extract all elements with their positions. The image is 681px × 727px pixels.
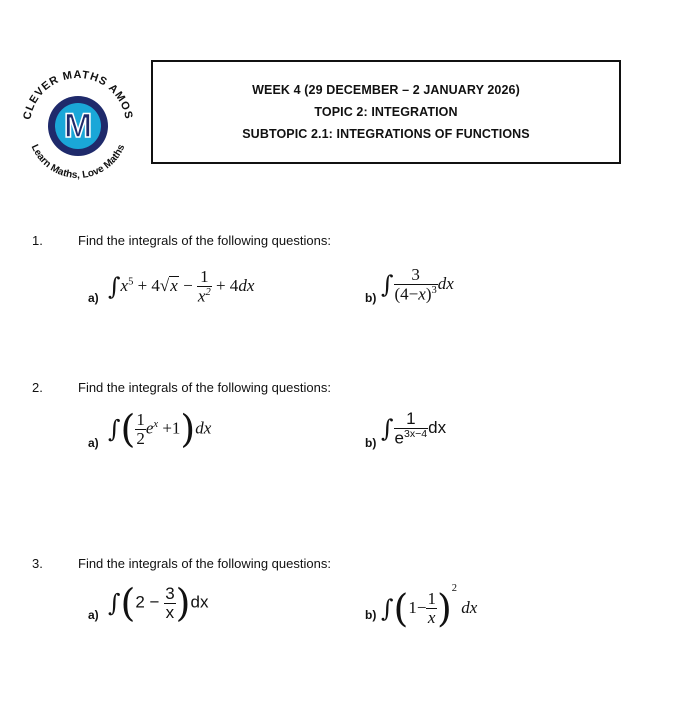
part-label: b): [365, 291, 377, 305]
question-prompt: Find the integrals of the following questions:: [78, 380, 331, 395]
math-expression-2a: ∫( $\frac{1}{2}$ $e^x +1)dx$: [108, 407, 212, 451]
header-subtopic: SUBTOPIC 2.1: INTEGRATIONS OF FUNCTIONS: [242, 127, 530, 141]
math-expression-1a: $\int x^5 + 4√x$ − $\frac{1}{x^2}$ + 4dx: [108, 267, 255, 306]
part-label: b): [365, 436, 377, 450]
question-prompt: Find the integrals of the following questions:: [78, 556, 331, 571]
math-expression-3a: ∫(2 − $\frac{3}{x}$ )dx: [108, 581, 209, 625]
math-expression-1b: ∫ $\frac{3}{(4-x)^3}$ dx: [381, 265, 454, 304]
part-label: a): [88, 436, 99, 450]
header-week: WEEK 4 (29 DECEMBER – 2 JANUARY 2026): [252, 83, 520, 97]
header-box: [151, 60, 621, 164]
question-prompt: Find the integrals of the following questions:: [78, 233, 331, 248]
header-topic: TOPIC 2: INTEGRATION: [314, 105, 458, 119]
part-label: b): [365, 608, 377, 622]
logo-letter: M: [63, 107, 93, 145]
part-label: a): [88, 291, 99, 305]
part-label: a): [88, 608, 99, 622]
question-number: 2.: [32, 380, 43, 395]
math-expression-3b: ∫(1− $\frac{1}{x}$ )$^2$ dx: [381, 583, 478, 631]
clever-maths-logo: [8, 48, 148, 188]
question-number: 1.: [32, 233, 43, 248]
question-number: 3.: [32, 556, 43, 571]
logo-arc-top: CLEVER MATHS AMOS: [21, 68, 135, 121]
logo-arc-bottom: Learn Maths, Love Maths: [28, 142, 128, 182]
math-expression-2b: ∫ $\frac{1}{e^{3x-4}}$ dx: [381, 409, 447, 448]
